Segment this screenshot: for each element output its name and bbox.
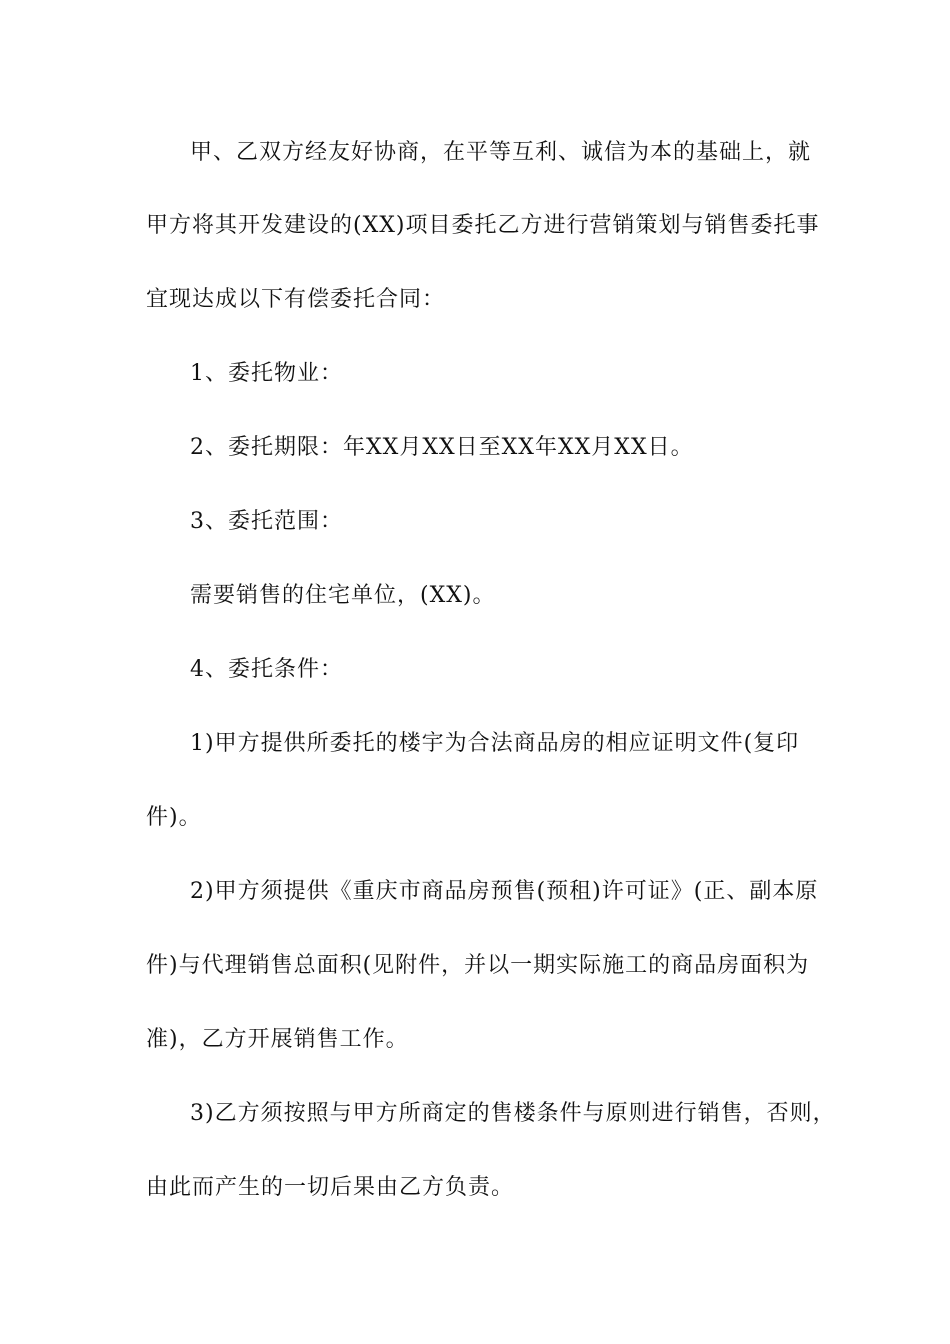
text-line-intro-3: 宜现达成以下有偿委托合同： bbox=[146, 287, 446, 312]
condition-1-line-1: 1)甲方提供所委托的楼宇为合法商品房的相应证明文件(复印 bbox=[190, 731, 800, 756]
clause-4-conditions: 4、委托条件： bbox=[190, 657, 343, 682]
clause-2-period: 2、委托期限：年XX月XX日至XX年XX月XX日。 bbox=[190, 435, 694, 460]
clause-3-scope: 3、委托范围： bbox=[190, 509, 343, 534]
clause-3-scope-detail: 需要销售的住宅单位，(XX)。 bbox=[190, 583, 496, 608]
condition-2-line-3: 准)，乙方开展销售工作。 bbox=[146, 1027, 409, 1052]
condition-2-line-2: 件)与代理销售总面积(见附件，并以一期实际施工的商品房面积为 bbox=[146, 953, 810, 978]
condition-3-line-2: 由此而产生的一切后果由乙方负责。 bbox=[146, 1175, 515, 1200]
condition-3-line-1: 3)乙方须按照与甲方所商定的售楼条件与原则进行销售，否则， bbox=[190, 1101, 836, 1126]
condition-1-line-2: 件)。 bbox=[146, 805, 202, 830]
text-line-intro-2: 甲方将其开发建设的(XX)项目委托乙方进行营销策划与销售委托事 bbox=[146, 213, 820, 238]
clause-1-property: 1、委托物业： bbox=[190, 361, 343, 386]
text-line-intro-1: 甲、乙双方经友好协商，在平等互利、诚信为本的基础上，就 bbox=[190, 140, 812, 165]
condition-2-line-1: 2)甲方须提供《重庆市商品房预售(预租)许可证》(正、副本原 bbox=[190, 879, 819, 904]
